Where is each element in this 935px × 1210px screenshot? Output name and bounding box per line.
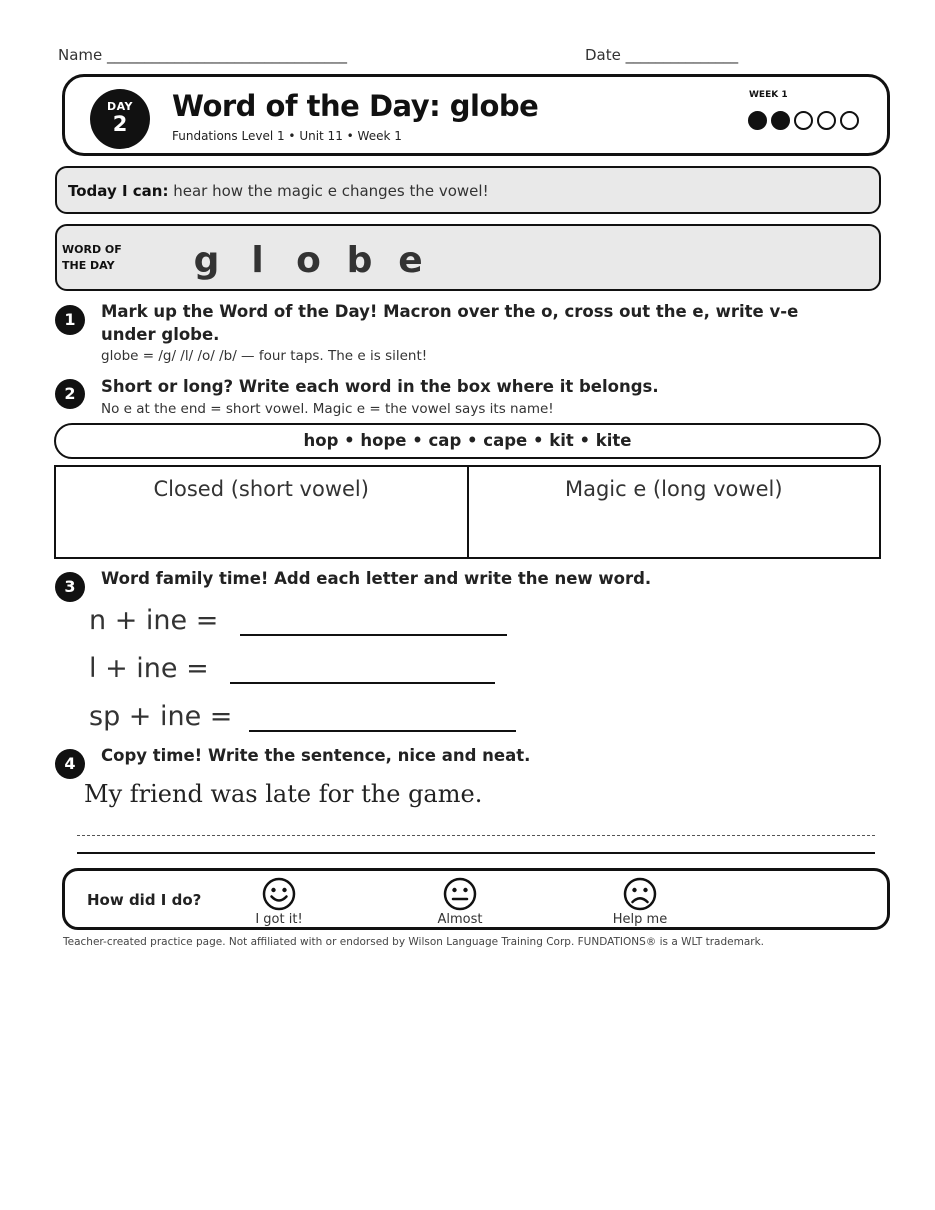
task-2-number-badge: 2 (55, 379, 85, 409)
sad-face-icon (623, 877, 657, 911)
page-title: Word of the Day: globe (172, 89, 539, 123)
week-progress-dots (748, 111, 859, 130)
day-label: DAY (106, 100, 134, 113)
answer-blank[interactable] (240, 608, 507, 636)
week-dot-empty (794, 111, 813, 130)
self-check-label: Help me (612, 912, 668, 927)
writing-baseline[interactable] (77, 852, 875, 854)
word-of-day-label-line2: THE DAY (62, 259, 115, 272)
today-text: hear how the magic e changes the vowel! (173, 182, 489, 200)
self-check-box (62, 868, 890, 930)
letter-tile: e (398, 240, 423, 281)
word-family-equation: l + ine = (89, 653, 209, 684)
answer-blank[interactable] (249, 704, 516, 732)
today-i-can-box (55, 166, 881, 214)
task-1-number-badge: 1 (55, 305, 85, 335)
week-dot-filled (748, 111, 767, 130)
today-label: Today I can: (68, 182, 169, 200)
task-2-instruction: Short or long? Write each word in the box where it belongs. (101, 377, 659, 396)
week-dot-empty (840, 111, 859, 130)
word-family-row (89, 701, 516, 732)
word-of-day-label (62, 242, 122, 274)
word-of-day-box (55, 224, 881, 291)
letter-tile: b (346, 240, 373, 281)
smile-face-icon (262, 877, 296, 911)
word-of-day-letters (181, 240, 436, 281)
task-4-instruction: Copy time! Write the sentence, nice and neat. (101, 746, 531, 765)
word-bank: hop • hope • cap • cape • kit • kite (54, 423, 881, 459)
self-check-option-help-me[interactable] (595, 877, 685, 927)
word-family-equation: sp + ine = (89, 701, 233, 732)
sort-table[interactable] (54, 465, 881, 559)
title-header (62, 74, 890, 156)
task-4-number-badge: 4 (55, 749, 85, 779)
self-check-option-almost[interactable] (415, 877, 505, 927)
week-dot-empty (817, 111, 836, 130)
name-field-line[interactable]: Name ________________________________ (58, 46, 348, 64)
neutral-face-icon (443, 877, 477, 911)
sort-column-closed[interactable]: Closed (short vowel) (153, 477, 369, 501)
self-check-question: How did I do? (87, 891, 202, 909)
word-family-equation: n + ine = (89, 605, 219, 636)
task-1-note: globe = /g/ /l/ /o/ /b/ — four taps. The e is silent! (101, 348, 428, 364)
answer-blank[interactable] (230, 656, 495, 684)
letter-tile: l (251, 240, 264, 281)
day-badge (90, 89, 150, 149)
week-dot-filled (771, 111, 790, 130)
page-subtitle: Fundations Level 1 • Unit 11 • Week 1 (172, 129, 402, 143)
letter-tile: o (296, 240, 321, 281)
footer-disclaimer: Teacher-created practice page. Not affiliated with or endorsed by Wilson Language Training Corp. FUNDATIONS® is a WLT trademark. (63, 936, 765, 948)
copy-sentence: My friend was late for the game. (84, 780, 483, 808)
task-1-instruction: Mark up the Word of the Day! Macron over the o, cross out the e, write v-e under globe. (101, 302, 799, 344)
word-family-row (89, 605, 507, 636)
task-2-note: No e at the end = short vowel. Magic e = the vowel says its name! (101, 401, 554, 417)
self-check-label: I got it! (255, 912, 303, 927)
self-check-label: Almost (437, 912, 483, 927)
task-3-number-badge: 3 (55, 572, 85, 602)
word-family-row (89, 653, 495, 684)
self-check-option-got-it[interactable] (234, 877, 324, 927)
date-field-line[interactable]: Date _______________ (585, 46, 739, 64)
writing-midline[interactable] (77, 835, 875, 836)
week-label: WEEK 1 (749, 90, 788, 100)
word-of-day-label-line1: WORD OF (62, 243, 122, 256)
letter-tile: g (193, 240, 220, 281)
sort-column-magic-e[interactable]: Magic e (long vowel) (467, 467, 880, 557)
day-number: 2 (112, 112, 128, 136)
task-3-instruction: Word family time! Add each letter and write the new word. (101, 569, 652, 588)
